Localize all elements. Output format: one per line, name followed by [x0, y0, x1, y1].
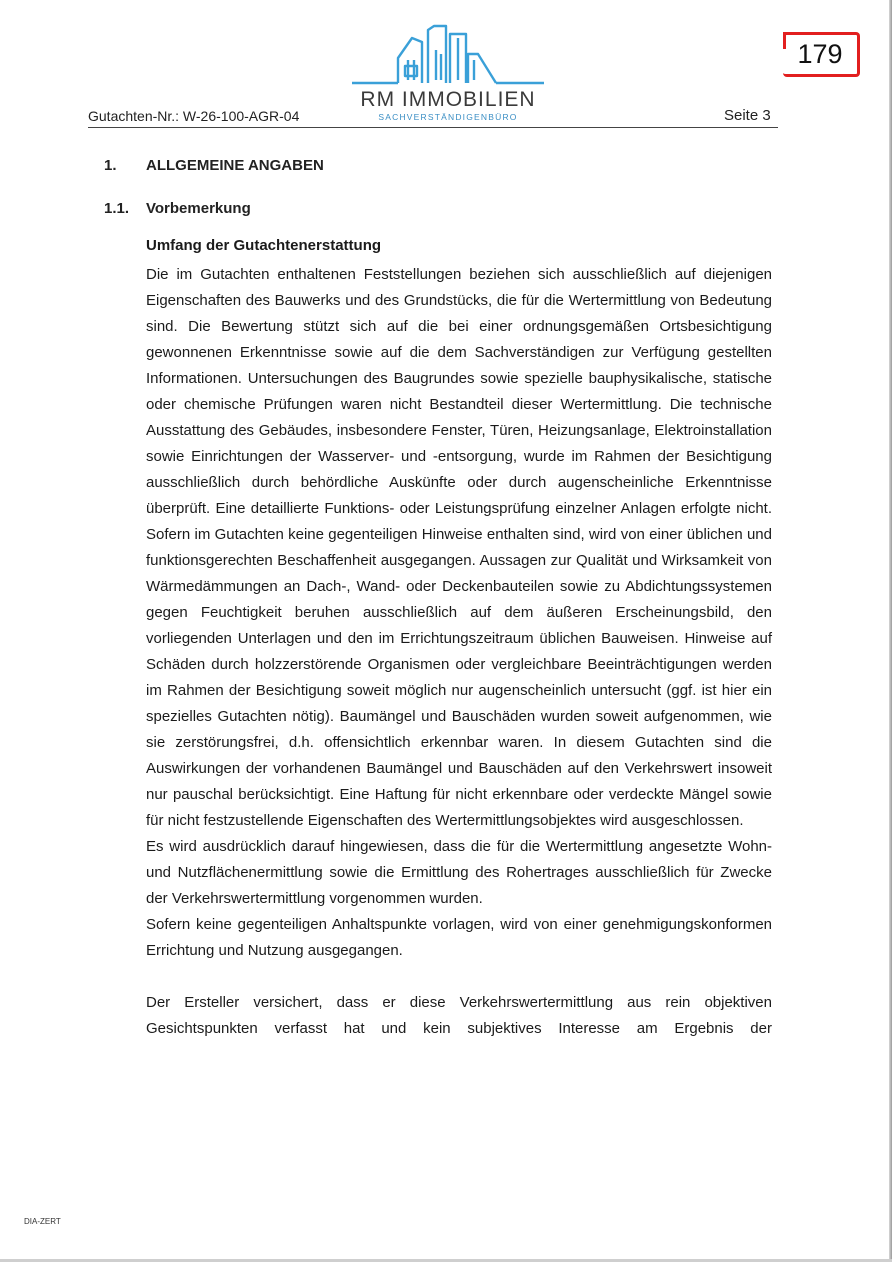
stamp-corner: [783, 32, 800, 49]
subsection-number: 1.1.: [104, 200, 130, 217]
paragraph: Sofern keine gegenteiligen Anhaltspunkte vorlagen, wird von einer genehmigungskonformen Errichtung und Nutzung ausgegangen.: [146, 916, 772, 959]
footer-code: DIA-ZERT: [24, 1217, 61, 1226]
subheading: Umfang der Gutachtenerstattung: [146, 237, 382, 254]
section-number: 1.: [104, 157, 117, 174]
paragraph: Es wird ausdrücklich darauf hingewiesen, dass die für die Wertermittlung angesetzte Wohn- und Nutzflächenermittlung sowie die Ermittlung des Rohertrages ausschließlich für Zwecke der Verkehrswertermittlung vorgenommen wurden.: [146, 838, 772, 907]
logo-company-name: RM IMMOBILIEN: [360, 88, 536, 111]
paragraph-spacer: [146, 964, 772, 990]
body-text: [146, 262, 772, 1042]
header-divider: [88, 127, 778, 128]
paragraph: Der Ersteller versichert, dass er diese Verkehrswertermittlung aus rein objektiven Gesichtspunkten verfasst hat und kein subjektives Interesse am Ergebnis der: [146, 994, 772, 1037]
subsection-title: Vorbemerkung: [146, 200, 251, 217]
skyline-logo-icon: [350, 20, 546, 90]
paragraph: Die im Gutachten enthaltenen Feststellungen beziehen sich ausschließlich auf diejenigen Eigenschaften des Bauwerks und des Grundstücks, die für die Wertermittlung von Bedeutung sind. Die Bewertung stützt sich auf die bei einer ordnungsgemäßen Ortsbesichtigung gewonnenen Erkenntnisse sowie auf die dem Sachverständigen zur Verfügung gestellten Informationen. Untersuchungen des Baugrundes sowie spezielle bauphysikalische, statische oder chemische Prüfungen waren nicht Bestandteil dieser Wertermittlung. Die technische Ausstattung des Gebäudes, insbesondere Fenster, Türen, Heizungsanlage, Elektroinstallation sowie Einrichtungen der Wasserver- und -entsorgung, wurde im Rahmen der Besichtigung ausschließlich durch behördliche Auskünfte oder durch augenscheinliche Erkenntnisse überprüft. Eine detaillierte Funktions- oder Leistungsprüfung einzelner Anlagen erfolgte nicht. Sofern im Gutachten keine gegenteiligen Hinweise enthalten sind, wird von einer üblichen und funktionsgerechten Beschaffenheit ausgegangen. Aussagen zur Qualität und Wirksamkeit von Wärmedämmungen an Dach-, Wand- oder Deckenbauteilen sowie zu Abdichtungssystemen gegen Feuchtigkeit beruhen ausschließlich auf dem äußeren Erscheinungsbild, den vorliegenden Unterlagen und den im Errichtungszeitraum üblichen Bauweisen. Hinweise auf Schäden durch holzzerstörende Organismen oder vergleichbare Beeinträchtigungen werden im Rahmen der Besichtigung soweit möglich nur augenscheinlich untersucht (ggf. ist hier ein spezielles Gutachten nötig). Baumängel und Bauschäden wurden soweit aufgenommen, wie sie zerstörungsfrei, d.h. offensichtlich erkennbar waren. In diesem Gutachten sind die Auswirkungen der vorhandenen Baumängel und Bauschäden auf den Verkehrswert insoweit nur pauschal berücksichtigt. Eine Haftung für nicht erkennbare oder verdeckte Mängel sowie für nicht festzustellende Eigenschaften des Wertermittlungsobjektes wird ausgeschlossen.: [146, 266, 772, 829]
report-number: Gutachten-Nr.: W-26-100-AGR-04: [88, 108, 300, 124]
section-title: ALLGEMEINE ANGABEN: [146, 157, 324, 174]
page-label: Seite 3: [724, 107, 771, 124]
company-logo: [350, 20, 546, 128]
logo-subtitle: SACHVERSTÄNDIGENBÜRO: [378, 112, 518, 122]
page-number-stamp: 179: [783, 32, 860, 77]
